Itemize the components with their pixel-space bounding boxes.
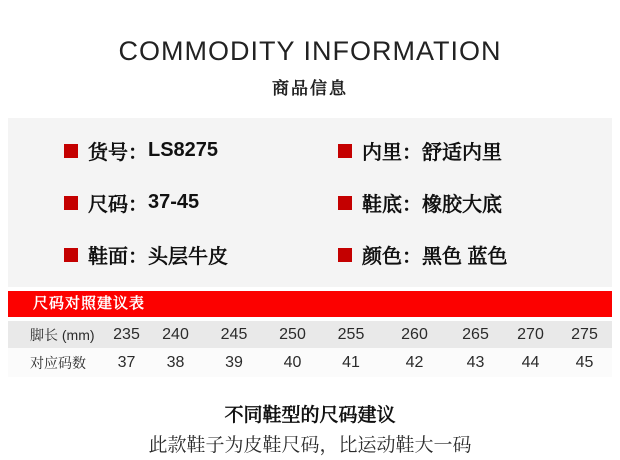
size-advice-note: 此款鞋子为皮鞋尺码，比运动鞋大一码	[148, 435, 472, 456]
shoe-size-cell: 43	[466, 353, 485, 371]
attr-row-item-number	[64, 136, 310, 165]
attribute-panel	[8, 118, 612, 287]
size-table-row-shoe-size	[8, 348, 612, 377]
foot-length-cell: 245	[220, 325, 248, 343]
foot-length-cell: 240	[162, 325, 189, 343]
attribute-column-left	[8, 118, 310, 287]
red-square-bullet-icon	[338, 196, 352, 210]
shoe-size-cell: 44	[521, 353, 540, 371]
shoe-size-cell: 45	[575, 353, 594, 371]
attr-row-lining	[338, 136, 612, 165]
attr-value: 黑色 蓝色	[422, 246, 508, 268]
red-square-bullet-icon	[64, 248, 78, 262]
attr-label: 颜色：	[362, 246, 422, 268]
attr-row-color	[338, 240, 612, 269]
attr-value: 舒适内里	[422, 142, 502, 164]
attr-label: 尺码：	[88, 194, 148, 216]
foot-length-cell: 270	[517, 325, 544, 343]
foot-length-cell: 275	[571, 325, 598, 343]
row-label-shoe-size: 对应码数	[30, 354, 86, 371]
row-label-foot-length: 脚长 (mm)	[30, 326, 95, 343]
attr-value: LS8275	[148, 139, 219, 161]
attr-value: 橡胶大底	[422, 194, 502, 216]
attr-label: 货号：	[88, 142, 148, 164]
attribute-column-right	[310, 118, 612, 287]
attr-row-size	[64, 188, 310, 217]
shoe-size-cell: 40	[283, 353, 302, 371]
shoe-size-cell: 37	[117, 353, 136, 371]
attr-label: 鞋面：	[88, 246, 148, 268]
attr-value: 37-45	[148, 191, 200, 213]
red-square-bullet-icon	[64, 144, 78, 158]
foot-length-cell: 235	[113, 325, 140, 343]
page-title-cn: 商品信息	[272, 79, 348, 98]
page-title-en: COMMODITY INFORMATION	[118, 36, 502, 66]
attr-row-upper	[64, 240, 310, 269]
attr-row-sole	[338, 188, 612, 217]
foot-length-cell: 260	[401, 325, 428, 343]
attr-value: 头层牛皮	[148, 246, 228, 268]
foot-length-cell: 250	[279, 325, 306, 343]
foot-length-cell: 265	[462, 325, 489, 343]
attr-label: 鞋底：	[362, 194, 422, 216]
shoe-size-cell: 38	[166, 353, 185, 371]
shoe-size-cell: 42	[405, 353, 424, 371]
shoe-size-cell: 39	[225, 353, 243, 371]
red-square-bullet-icon	[338, 248, 352, 262]
red-square-bullet-icon	[338, 144, 352, 158]
size-chart-header-bar: 尺码对照建议表	[8, 291, 612, 317]
size-advice-heading: 不同鞋型的尺码建议	[224, 405, 396, 426]
size-table-row-foot-length	[8, 321, 612, 348]
red-square-bullet-icon	[64, 196, 78, 210]
shoe-size-cell: 41	[342, 353, 360, 371]
foot-length-cell: 255	[337, 325, 365, 343]
attr-label: 内里：	[362, 142, 422, 164]
